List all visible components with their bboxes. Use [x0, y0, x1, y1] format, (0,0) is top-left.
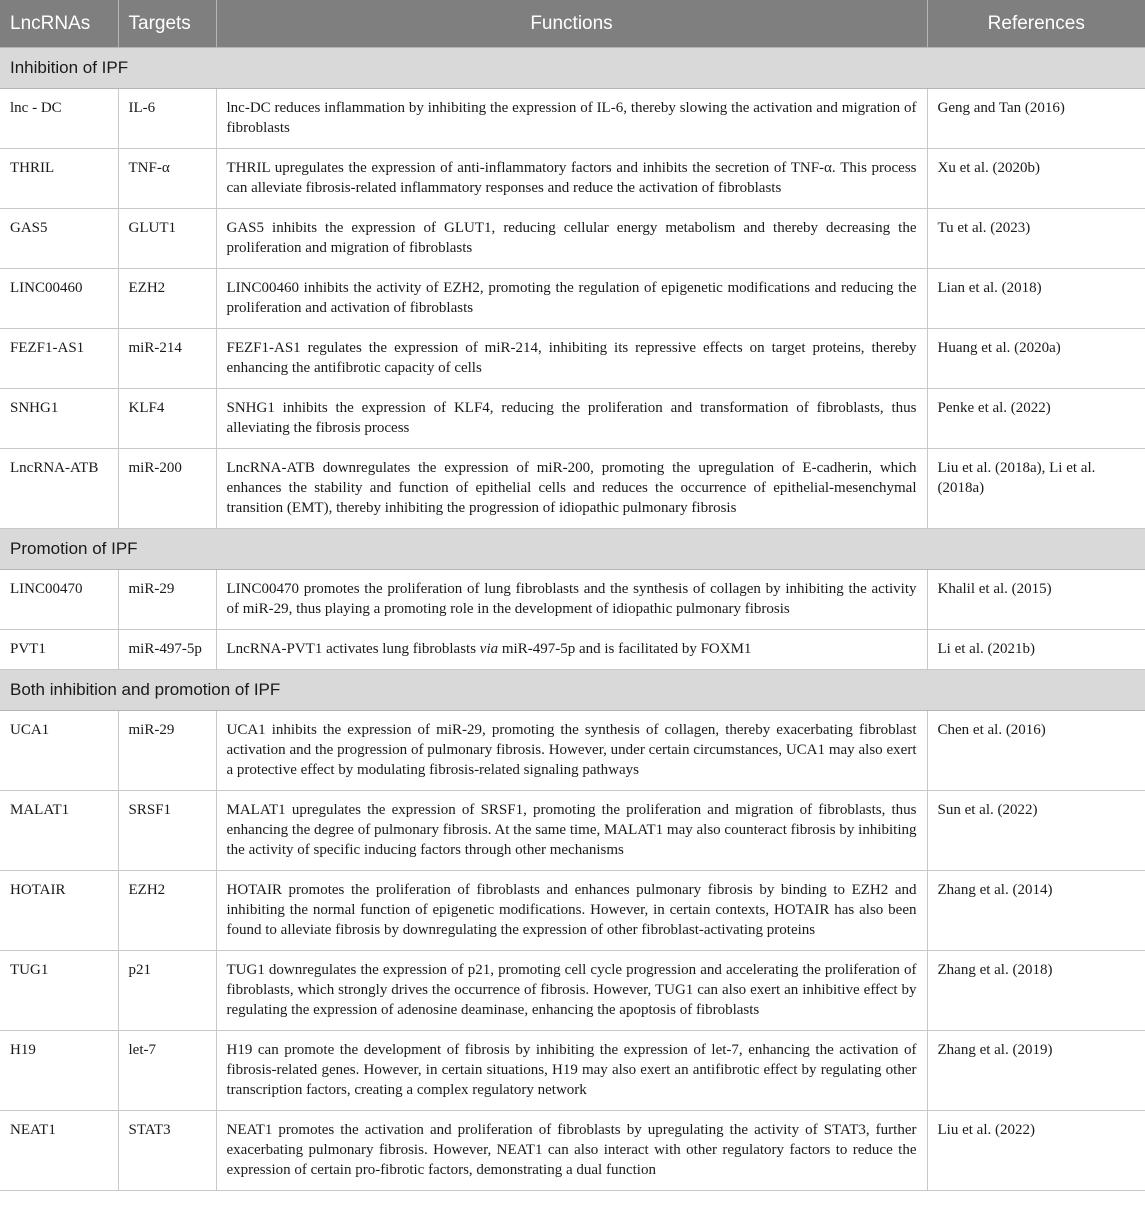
target-cell: IL-6: [118, 89, 216, 149]
reference-cell: Xu et al. (2020b): [927, 149, 1145, 209]
reference-cell: Li et al. (2021b): [927, 630, 1145, 670]
table-row: [0, 149, 1145, 209]
function-cell: MALAT1 upregulates the expression of SRSF1, promoting the proliferation and migration of fibroblasts, thus enhancing the degree of pulmonary fibrosis. At the same time, MALAT1 may also counteract fibrosis by inhibiting the activity of specific inducing factors through other mechanisms: [216, 791, 927, 871]
table-row: [0, 389, 1145, 449]
function-cell: [216, 630, 927, 670]
table-body: [0, 48, 1145, 1191]
target-cell: EZH2: [118, 871, 216, 951]
function-cell: LINC00460 inhibits the activity of EZH2, promoting the regulation of epigenetic modifications and reducing the proliferation and activation of fibroblasts: [216, 269, 927, 329]
target-cell: miR-497-5p: [118, 630, 216, 670]
lncrna-cell: H19: [0, 1031, 118, 1111]
header-row: [0, 0, 1145, 48]
reference-cell: Zhang et al. (2014): [927, 871, 1145, 951]
lncrna-cell: LncRNA-ATB: [0, 449, 118, 529]
lncrna-cell: TUG1: [0, 951, 118, 1031]
reference-cell: Zhang et al. (2019): [927, 1031, 1145, 1111]
target-cell: p21: [118, 951, 216, 1031]
section-title: Inhibition of IPF: [0, 48, 1145, 89]
lncrna-cell: GAS5: [0, 209, 118, 269]
target-cell: KLF4: [118, 389, 216, 449]
function-cell: SNHG1 inhibits the expression of KLF4, reducing the proliferation and transformation of fibroblasts, thus alleviating the fibrosis process: [216, 389, 927, 449]
reference-cell: Geng and Tan (2016): [927, 89, 1145, 149]
reference-cell: Tu et al. (2023): [927, 209, 1145, 269]
reference-cell: Huang et al. (2020a): [927, 329, 1145, 389]
function-cell: TUG1 downregulates the expression of p21, promoting cell cycle progression and accelerating the proliferation of fibroblasts, which strongly drives the occurrence of fibrosis. However, TUG1 can also exert an inhibitive effect by regulating the expression of adenosine deaminase, enhancing the apoptosis of fibroblasts: [216, 951, 927, 1031]
reference-cell: Liu et al. (2022): [927, 1111, 1145, 1191]
function-cell: GAS5 inhibits the expression of GLUT1, reducing cellular energy metabolism and thereby decreasing the proliferation and migration of fibroblasts: [216, 209, 927, 269]
target-cell: EZH2: [118, 269, 216, 329]
section-row: [0, 670, 1145, 711]
reference-cell: Sun et al. (2022): [927, 791, 1145, 871]
table-row: [0, 209, 1145, 269]
function-cell: THRIL upregulates the expression of anti-inflammatory factors and inhibits the secretion of TNF-α. This process can alleviate fibrosis-related inflammatory responses and reduce the activation of fibroblasts: [216, 149, 927, 209]
reference-cell: Zhang et al. (2018): [927, 951, 1145, 1031]
function-cell: FEZF1-AS1 regulates the expression of miR-214, inhibiting its repressive effects on target proteins, thereby enhancing the antifibrotic capacity of cells: [216, 329, 927, 389]
reference-cell: Penke et al. (2022): [927, 389, 1145, 449]
table-row: [0, 791, 1145, 871]
lncrna-cell: FEZF1-AS1: [0, 329, 118, 389]
section-row: [0, 48, 1145, 89]
table-row: [0, 1031, 1145, 1111]
header-references: References: [927, 0, 1145, 48]
target-cell: STAT3: [118, 1111, 216, 1191]
lncrna-cell: LINC00470: [0, 570, 118, 630]
header-targets: Targets: [118, 0, 216, 48]
function-cell: HOTAIR promotes the proliferation of fibroblasts and enhances pulmonary fibrosis by binding to EZH2 and inhibiting the normal function of epigenetic modifications. However, in certain contexts, HOTAIR has also been found to alleviate fibrosis by downregulating the expression of other fibroblast-activating proteins: [216, 871, 927, 951]
lncrna-cell: UCA1: [0, 711, 118, 791]
table-row: [0, 269, 1145, 329]
lncrna-cell: MALAT1: [0, 791, 118, 871]
target-cell: miR-29: [118, 570, 216, 630]
reference-cell: Liu et al. (2018a), Li et al. (2018a): [927, 449, 1145, 529]
function-text: miR-497-5p and is facilitated by FOXM1: [498, 641, 752, 657]
table-row: [0, 570, 1145, 630]
table-row: [0, 951, 1145, 1031]
function-cell: LncRNA-ATB downregulates the expression of miR-200, promoting the upregulation of E-cadherin, which enhances the stability and function of epithelial cells and reduces the occurrence of epithelial-mesenchymal transition (EMT), thereby inhibiting the progression of idiopathic pulmonary fibrosis: [216, 449, 927, 529]
section-title: Promotion of IPF: [0, 529, 1145, 570]
target-cell: SRSF1: [118, 791, 216, 871]
reference-cell: Chen et al. (2016): [927, 711, 1145, 791]
lncrna-cell: lnc - DC: [0, 89, 118, 149]
function-cell: UCA1 inhibits the expression of miR-29, promoting the synthesis of collagen, thereby exacerbating fibroblast activation and the progression of pulmonary fibrosis. However, under certain circumstances, UCA1 may also exert a protective effect by modulating fibrosis-related signaling pathways: [216, 711, 927, 791]
header-lncrnas: LncRNAs: [0, 0, 118, 48]
table-row: [0, 871, 1145, 951]
lncrna-cell: LINC00460: [0, 269, 118, 329]
function-cell: NEAT1 promotes the activation and proliferation of fibroblasts by upregulating the activity of STAT3, further exacerbating pulmonary fibrosis. However, NEAT1 can also interact with other regulatory factors to reduce the expression of certain pro-fibrotic factors, demonstrating a dual function: [216, 1111, 927, 1191]
lncrna-cell: NEAT1: [0, 1111, 118, 1191]
lncrna-cell: PVT1: [0, 630, 118, 670]
table-row: [0, 89, 1145, 149]
target-cell: GLUT1: [118, 209, 216, 269]
function-cell: H19 can promote the development of fibrosis by inhibiting the expression of let-7, enhancing the activation of fibrosis-related genes. However, in certain situations, H19 may also exert an antifibrotic effect by regulating other transcription factors, creating a complex regulatory network: [216, 1031, 927, 1111]
lncrna-cell: SNHG1: [0, 389, 118, 449]
section-title: Both inhibition and promotion of IPF: [0, 670, 1145, 711]
table-row: [0, 711, 1145, 791]
target-cell: miR-29: [118, 711, 216, 791]
header-functions: Functions: [216, 0, 927, 48]
italic-text: via: [479, 641, 499, 657]
function-cell: lnc-DC reduces inflammation by inhibiting the expression of IL-6, thereby slowing the activation and migration of fibroblasts: [216, 89, 927, 149]
function-cell: LINC00470 promotes the proliferation of lung fibroblasts and the synthesis of collagen by inhibiting the activity of miR-29, thus playing a promoting role in the development of idiopathic pulmonary fibrosis: [216, 570, 927, 630]
lncrna-cell: HOTAIR: [0, 871, 118, 951]
section-row: [0, 529, 1145, 570]
target-cell: miR-200: [118, 449, 216, 529]
lncrna-cell: THRIL: [0, 149, 118, 209]
table-row: [0, 1111, 1145, 1191]
target-cell: TNF-α: [118, 149, 216, 209]
target-cell: miR-214: [118, 329, 216, 389]
table-row: [0, 630, 1145, 670]
reference-cell: Khalil et al. (2015): [927, 570, 1145, 630]
table-row: [0, 449, 1145, 529]
target-cell: let-7: [118, 1031, 216, 1111]
reference-cell: Lian et al. (2018): [927, 269, 1145, 329]
table-row: [0, 329, 1145, 389]
function-text: LncRNA-PVT1 activates lung fibroblasts: [226, 641, 480, 657]
